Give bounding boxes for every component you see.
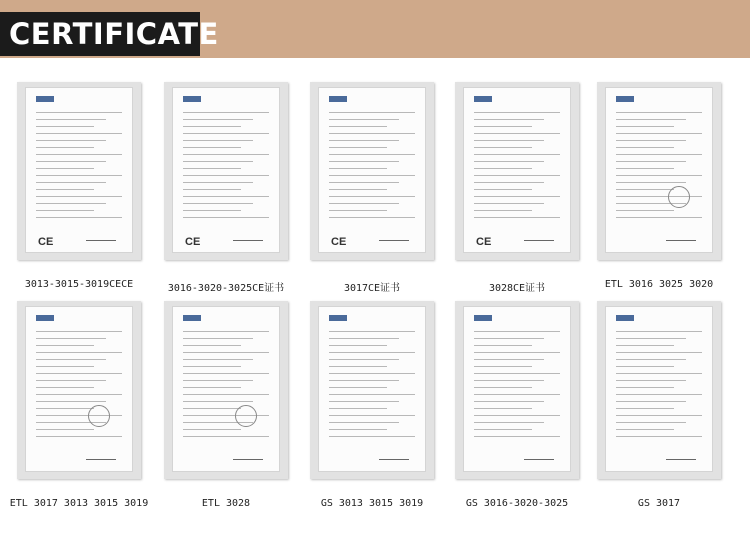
- certificate-caption: GS 3017: [637, 498, 681, 509]
- document-text-line: [329, 126, 387, 127]
- intertek-logo-icon: [36, 315, 54, 321]
- document-text-line: [183, 112, 269, 113]
- signature-icon: [233, 447, 263, 460]
- document-text-line: [36, 140, 106, 141]
- document-text-line: [329, 408, 387, 409]
- document-text-line: [474, 168, 532, 169]
- certificate-frame: [17, 82, 141, 260]
- certificate-frame: [597, 82, 721, 260]
- document-text-line: [36, 210, 94, 211]
- document-text-line: [183, 359, 253, 360]
- document-text-line: [183, 331, 269, 332]
- document-text-line: [474, 126, 532, 127]
- document-text-line: [329, 168, 387, 169]
- document-text-line: [474, 429, 532, 430]
- document-text-line: [329, 203, 399, 204]
- certificate-frame: [455, 82, 579, 260]
- document-text-line: [616, 147, 674, 148]
- document-text-line: [616, 436, 702, 437]
- document-text-line: [474, 147, 532, 148]
- document-text-line: [474, 210, 532, 211]
- ce-mark-icon: CE: [331, 236, 347, 248]
- certificate-caption: 3016-3020-3025CE证书: [167, 283, 285, 294]
- document-text-line: [474, 359, 544, 360]
- document-text-line: [329, 189, 387, 190]
- document-text-line: [183, 189, 241, 190]
- document-text-line: [36, 126, 94, 127]
- document-text-line: [36, 352, 122, 353]
- intertek-logo-icon: [183, 96, 201, 102]
- document-text-line: [474, 217, 560, 218]
- signature-icon: [86, 228, 116, 241]
- certificate-frame: [164, 301, 288, 479]
- intertek-logo-icon: [183, 315, 201, 321]
- document-text-line: [474, 196, 560, 197]
- document-text-line: [329, 338, 399, 339]
- document-text-line: [36, 387, 94, 388]
- document-text-line: [474, 373, 560, 374]
- document-text-line: [329, 331, 415, 332]
- certificate-caption: 3013-3015-3019CECE: [24, 279, 134, 290]
- document-text-line: [474, 331, 560, 332]
- document-text-line: [616, 182, 686, 183]
- document-text-line: [183, 408, 241, 409]
- document-text-line: [36, 147, 94, 148]
- document-text-line: [616, 119, 686, 120]
- document-text-line: [36, 217, 122, 218]
- intertek-logo-icon: [616, 315, 634, 321]
- document-text-line: [329, 387, 387, 388]
- document-text-line: [36, 189, 94, 190]
- document-text-line: [183, 196, 269, 197]
- certificate-image: [463, 306, 571, 472]
- certificate-frame: [455, 301, 579, 479]
- document-text-line: [183, 203, 253, 204]
- document-text-line: [329, 401, 399, 402]
- document-text-line: [329, 112, 415, 113]
- document-text-line: [474, 401, 544, 402]
- document-text-line: [616, 133, 702, 134]
- document-text-line: [474, 345, 532, 346]
- certificate-image: [605, 87, 713, 253]
- certificate-image: [318, 306, 426, 472]
- certificate-image: [172, 87, 280, 253]
- ce-mark-icon: CE: [476, 236, 492, 248]
- document-text-line: [616, 210, 674, 211]
- intertek-logo-icon: [329, 315, 347, 321]
- document-text-line: [329, 380, 399, 381]
- document-text-line: [183, 345, 241, 346]
- signature-icon: [233, 228, 263, 241]
- document-text-line: [616, 168, 674, 169]
- certificate-caption: 3028CE证书: [488, 283, 546, 294]
- signature-icon: [524, 228, 554, 241]
- document-text-line: [329, 140, 399, 141]
- document-text-line: [183, 436, 269, 437]
- document-text-line: [616, 189, 674, 190]
- document-text-line: [616, 126, 674, 127]
- intertek-logo-icon: [36, 96, 54, 102]
- document-text-line: [616, 352, 702, 353]
- certificate-image: [172, 306, 280, 472]
- document-text-line: [616, 140, 686, 141]
- document-text-line: [183, 394, 269, 395]
- document-text-line: [183, 210, 241, 211]
- document-text-line: [329, 147, 387, 148]
- document-text-line: [474, 394, 560, 395]
- document-text-line: [36, 338, 106, 339]
- document-text-line: [474, 175, 560, 176]
- document-text-line: [36, 401, 106, 402]
- document-text-line: [616, 408, 674, 409]
- ce-mark-icon: CE: [185, 236, 201, 248]
- document-text-line: [329, 366, 387, 367]
- signature-icon: [666, 228, 696, 241]
- document-text-line: [36, 175, 122, 176]
- intertek-logo-icon: [474, 96, 492, 102]
- document-text-line: [616, 380, 686, 381]
- document-text-line: [329, 359, 399, 360]
- intertek-logo-icon: [329, 96, 347, 102]
- document-text-line: [474, 415, 560, 416]
- certificate-image: [25, 306, 133, 472]
- document-text-line: [183, 161, 253, 162]
- document-text-line: [474, 387, 532, 388]
- ce-mark-icon: CE: [38, 236, 54, 248]
- document-text-line: [183, 373, 269, 374]
- document-text-line: [183, 119, 253, 120]
- document-text-line: [474, 422, 544, 423]
- document-text-line: [329, 422, 399, 423]
- document-text-line: [474, 352, 560, 353]
- certificate-caption: ETL 3017 3013 3015 3019: [9, 498, 149, 509]
- document-text-line: [474, 189, 532, 190]
- document-text-line: [36, 182, 106, 183]
- document-text-line: [183, 147, 241, 148]
- document-text-line: [329, 196, 415, 197]
- document-text-line: [616, 217, 702, 218]
- document-text-line: [183, 352, 269, 353]
- certificate-caption: ETL 3016 3025 3020: [604, 279, 714, 290]
- document-text-line: [474, 436, 560, 437]
- document-text-line: [36, 161, 106, 162]
- certificate-caption: GS 3016-3020-3025: [465, 498, 569, 509]
- document-text-line: [329, 175, 415, 176]
- document-text-line: [474, 119, 544, 120]
- document-text-line: [329, 429, 387, 430]
- document-text-line: [36, 331, 122, 332]
- etl-seal-icon: [88, 405, 110, 427]
- document-text-line: [183, 366, 241, 367]
- document-text-line: [183, 126, 241, 127]
- document-text-line: [474, 380, 544, 381]
- document-text-line: [616, 338, 686, 339]
- document-text-line: [36, 168, 94, 169]
- document-text-line: [616, 394, 702, 395]
- document-text-line: [183, 217, 269, 218]
- document-text-line: [183, 168, 241, 169]
- document-text-line: [36, 119, 106, 120]
- signature-icon: [524, 447, 554, 460]
- certificate-caption: GS 3013 3015 3019: [320, 498, 424, 509]
- certificate-frame: [597, 301, 721, 479]
- document-text-line: [329, 133, 415, 134]
- document-text-line: [183, 154, 269, 155]
- document-text-line: [36, 112, 122, 113]
- certificate-image: [605, 306, 713, 472]
- document-text-line: [616, 175, 702, 176]
- document-text-line: [183, 175, 269, 176]
- document-text-line: [329, 415, 415, 416]
- document-text-line: [474, 133, 560, 134]
- document-text-line: [329, 217, 415, 218]
- certificate-caption: ETL 3028: [201, 498, 251, 509]
- signature-icon: [666, 447, 696, 460]
- document-text-line: [183, 182, 253, 183]
- certificate-frame: [164, 82, 288, 260]
- document-text-line: [183, 133, 269, 134]
- document-text-line: [36, 380, 106, 381]
- document-text-line: [616, 415, 702, 416]
- document-text-line: [183, 387, 241, 388]
- document-text-line: [183, 429, 241, 430]
- document-text-line: [329, 394, 415, 395]
- document-text-line: [36, 408, 94, 409]
- certificate-frame: [310, 82, 434, 260]
- certificate-frame: [310, 301, 434, 479]
- document-text-line: [36, 394, 122, 395]
- certificate-image: [25, 87, 133, 253]
- document-text-line: [36, 203, 106, 204]
- document-text-line: [36, 436, 122, 437]
- document-text-line: [329, 154, 415, 155]
- document-text-line: [329, 119, 399, 120]
- document-text-line: [474, 161, 544, 162]
- document-text-line: [616, 331, 702, 332]
- document-text-line: [36, 196, 122, 197]
- document-text-line: [36, 373, 122, 374]
- certificate-image: [463, 87, 571, 253]
- document-text-line: [616, 387, 674, 388]
- document-text-line: [183, 380, 253, 381]
- document-text-line: [36, 366, 94, 367]
- signature-icon: [379, 228, 409, 241]
- document-text-line: [474, 366, 532, 367]
- intertek-logo-icon: [474, 315, 492, 321]
- document-text-line: [616, 345, 674, 346]
- document-text-line: [474, 203, 544, 204]
- document-text-line: [616, 429, 674, 430]
- document-text-line: [616, 154, 702, 155]
- document-text-line: [474, 154, 560, 155]
- document-text-line: [474, 182, 544, 183]
- document-text-line: [36, 359, 106, 360]
- document-text-line: [474, 338, 544, 339]
- document-text-line: [616, 161, 686, 162]
- document-text-line: [329, 373, 415, 374]
- document-text-line: [474, 140, 544, 141]
- intertek-logo-icon: [616, 96, 634, 102]
- document-text-line: [329, 161, 399, 162]
- document-text-line: [183, 140, 253, 141]
- document-text-line: [616, 112, 702, 113]
- document-text-line: [329, 352, 415, 353]
- document-text-line: [616, 359, 686, 360]
- certificate-image: [318, 87, 426, 253]
- document-text-line: [329, 345, 387, 346]
- document-text-line: [36, 345, 94, 346]
- header-band: [0, 0, 750, 58]
- etl-seal-icon: [235, 405, 257, 427]
- document-text-line: [616, 366, 674, 367]
- document-text-line: [36, 429, 94, 430]
- document-text-line: [329, 182, 399, 183]
- certificate-frame: [17, 301, 141, 479]
- document-text-line: [616, 373, 702, 374]
- document-text-line: [36, 133, 122, 134]
- document-text-line: [329, 210, 387, 211]
- document-text-line: [183, 401, 253, 402]
- document-text-line: [474, 112, 560, 113]
- etl-seal-icon: [668, 186, 690, 208]
- document-text-line: [36, 154, 122, 155]
- document-text-line: [616, 401, 686, 402]
- signature-icon: [379, 447, 409, 460]
- certificate-caption: 3017CE证书: [343, 283, 401, 294]
- document-text-line: [474, 408, 532, 409]
- document-text-line: [183, 338, 253, 339]
- document-text-line: [616, 422, 686, 423]
- document-text-line: [329, 436, 415, 437]
- page-title: CERTIFICATE: [0, 12, 200, 56]
- signature-icon: [86, 447, 116, 460]
